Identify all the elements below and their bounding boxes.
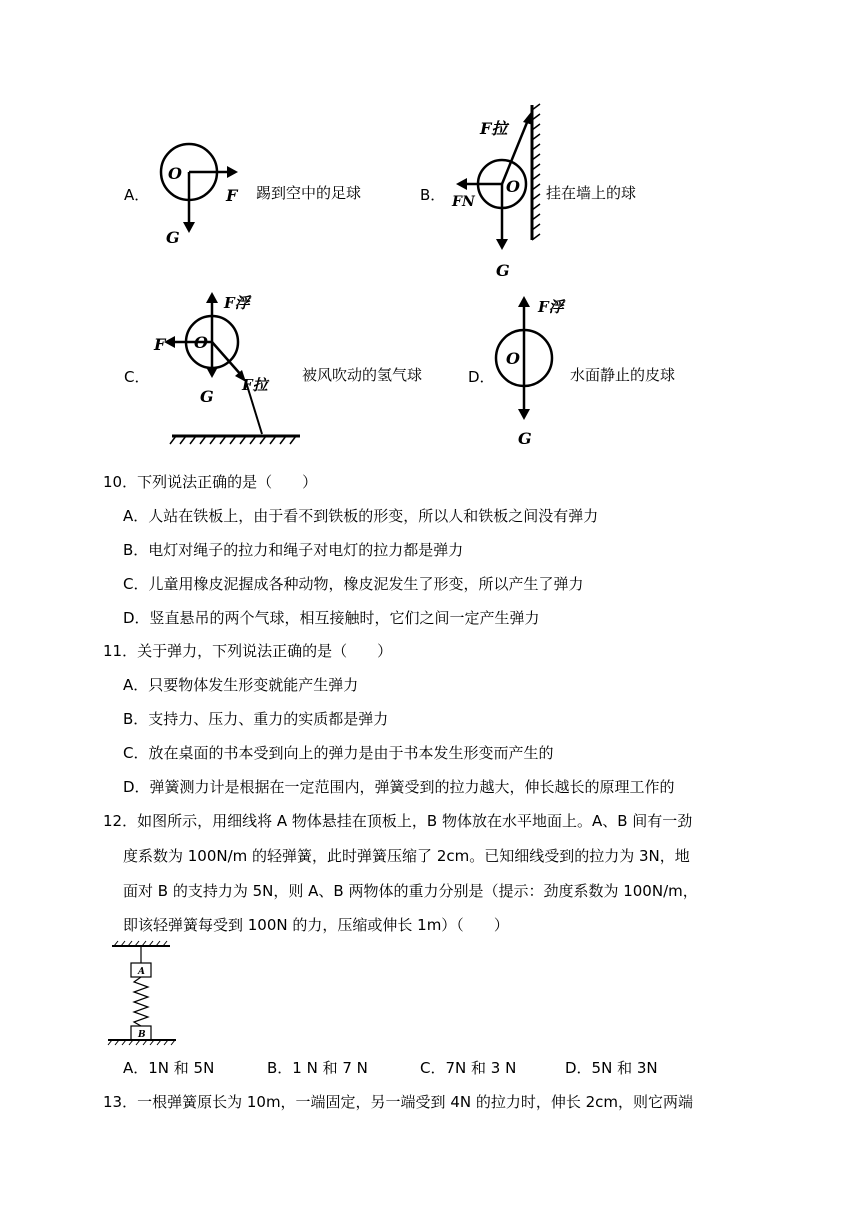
g-label: G <box>200 387 214 406</box>
block-b-label: B <box>138 1030 146 1040</box>
option-d-label: D． <box>468 368 495 386</box>
f-label: F <box>226 186 238 205</box>
q12-stem-line-1: 12．如图所示，用细线将 A 物体悬挂在顶板上，B 物体放在水平地面上。A、B 间有一劲 <box>103 812 693 830</box>
f-la-label: F拉 <box>242 376 268 394</box>
option-d-caption: 水面静止的皮球 <box>570 366 676 384</box>
block-a-label: A <box>138 967 145 977</box>
balloon-diagram <box>150 286 302 456</box>
q12-option-d: D．5N 和 3N <box>565 1059 658 1077</box>
q10-stem: 10．下列说法正确的是（ ） <box>103 473 318 491</box>
spring-diagram <box>106 940 182 1048</box>
q10-option-b: B．电灯对绳子的拉力和绳子对电灯的拉力都是弹力 <box>123 541 464 559</box>
q12-option-b: B．1 N 和 7 N <box>267 1059 368 1077</box>
floating-ball-diagram <box>494 290 570 455</box>
option-a-label: A． <box>124 186 150 204</box>
q11-stem: 11．关于弹力，下列说法正确的是（ ） <box>103 642 393 660</box>
g-label: G <box>166 228 180 247</box>
fn-label: FN <box>452 194 475 210</box>
o-label: O <box>506 177 520 196</box>
wall-ball-diagram <box>446 100 546 280</box>
q13-stem: 13．一根弹簧原长为 10m，一端固定，另一端受到 4N 的拉力时，伸长 2cm，则它两端 <box>103 1093 694 1111</box>
q11-option-d: D．弹簧测力计是根据在一定范围内，弹簧受到的拉力越大，伸长越长的原理工作的 <box>123 778 675 796</box>
f-la-label: F拉 <box>480 119 508 138</box>
q10-option-c: C．儿童用橡皮泥握成各种动物，橡皮泥发生了形变，所以产生了弹力 <box>123 575 584 593</box>
option-b-label: B． <box>420 186 446 204</box>
q10-option-d: D．竖直悬吊的两个气球，相互接触时，它们之间一定产生弹力 <box>123 609 540 627</box>
option-b-caption: 挂在墙上的球 <box>546 184 637 202</box>
q12-option-a: A．1N 和 5N <box>123 1059 215 1077</box>
option-c-caption: 被风吹动的氢气球 <box>302 366 423 384</box>
o-label: O <box>506 349 520 368</box>
g-label: G <box>496 261 510 280</box>
option-c-label: C． <box>124 368 150 386</box>
q11-option-b: B．支持力、压力、重力的实质都是弹力 <box>123 710 389 728</box>
f-label: F <box>154 335 166 354</box>
q12-stem-line-2: 度系数为 100N/m 的轻弹簧，此时弹簧压缩了 2cm。已知细线受到的拉力为 3N，地 <box>123 847 690 865</box>
f-fu-label: F浮 <box>538 298 564 316</box>
q11-option-a: A．只要物体发生形变就能产生弹力 <box>123 676 359 694</box>
q12-stem-line-3: 面对 B 的支持力为 5N，则 A、B 两物体的重力分别是（提示：劲度系数为 100N/m， <box>123 882 698 900</box>
kicked-ball-diagram <box>150 135 260 250</box>
o-label: O <box>194 333 208 352</box>
o-label: O <box>168 164 182 183</box>
option-a-caption: 踢到空中的足球 <box>256 184 362 202</box>
q12-option-c: C．7N 和 3 N <box>420 1059 517 1077</box>
g-label: G <box>518 429 532 448</box>
q10-option-a: A．人站在铁板上，由于看不到铁板的形变，所以人和铁板之间没有弹力 <box>123 507 599 525</box>
f-fu-label: F浮 <box>224 294 250 312</box>
q12-stem-line-4: 即该轻弹簧每受到 100N 的力，压缩或伸长 1m）（ ） <box>123 916 509 934</box>
q11-option-c: C．放在桌面的书本受到向上的弹力是由于书本发生形变而产生的 <box>123 744 554 762</box>
